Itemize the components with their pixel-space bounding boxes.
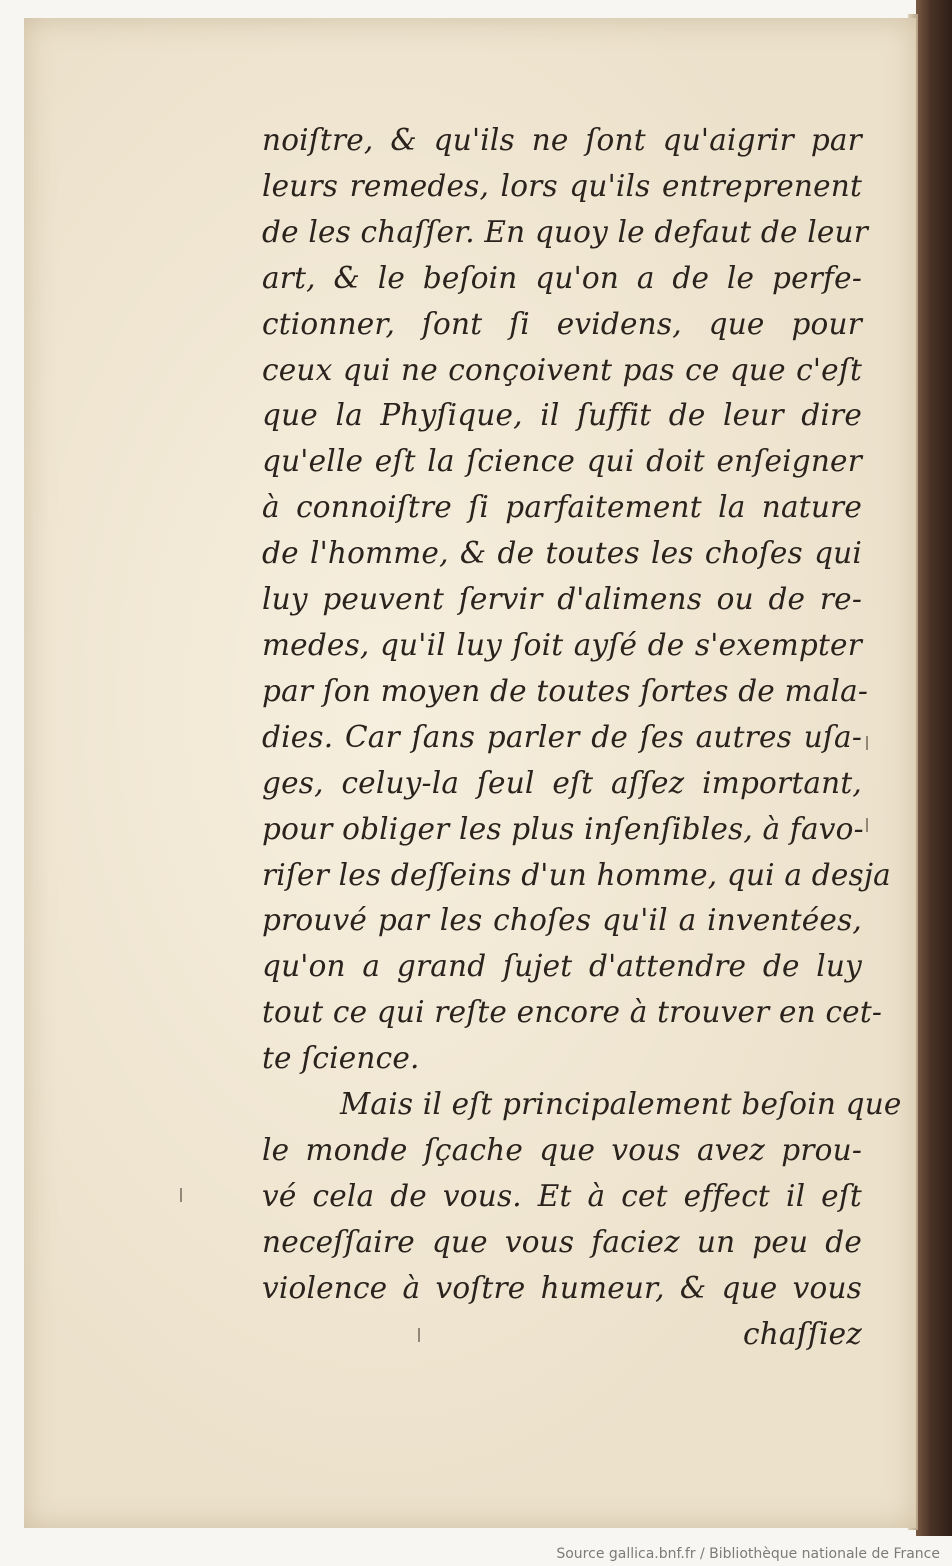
body-text [262,118,902,1357]
text-line: tout ce qui reſte encore à trouver en cet- [262,995,883,1030]
text-line: neceſſaire que vous faciez un peu de [262,1224,862,1259]
text-line: medes, qu'il luy ſoit ayſé de s'exempter [262,627,862,662]
paragraph-end-line: te ſcience. [262,1041,420,1076]
text-line: art, & le beſoin qu'on a de le perfe- [262,260,862,295]
margin-mark [866,736,868,750]
text-line: qu'elle eſt la ſcience qui doit enſeigner [262,444,862,479]
paragraph-start-line: Mais il eſt principalement beſoin que [340,1087,902,1122]
text-line: dies. Car ſans parler de ſes autres uſa- [262,719,862,754]
text-line: à connoiſtre ſi parfaitement la nature [262,490,862,525]
text-line: ceux qui ne conçoivent pas ce que c'eſt [262,352,862,387]
text-line: luy peuvent ſervir d'alimens ou de re- [262,582,862,617]
catchword: chaſſiez [743,1316,862,1351]
text-line: le monde ſçache que vous avez prou- [262,1132,862,1167]
text-line: ges, celuy-la ſeul eſt aſſez important, [262,765,862,800]
text-line: qu'on a grand ſujet d'attendre de luy [262,949,862,984]
book-binding [916,0,952,1536]
text-line: riſer les deſſeins d'un homme, qui a desja [262,857,891,892]
text-line: que la Phyſique, il ſuffit de leur dire [262,398,862,433]
margin-mark [180,1188,182,1202]
text-line: leurs remedes, lors qu'ils entreprenent [262,168,862,203]
text-line: ctionner, ſont ſi evidens, que pour [262,306,862,341]
text-line: de les chaſſer. En quoy le defaut de leur [262,214,869,249]
text-line: pour obliger les plus inſenſibles, à favo- [262,811,864,846]
text-line: de l'homme, & de toutes les choſes qui [262,536,862,571]
text-line: vé cela de vous. Et à cet effect il eſt [262,1178,862,1213]
margin-mark [866,818,868,832]
source-attribution: Source gallica.bnf.fr / Bibliothèque nationale de France [556,1546,940,1562]
text-line: par ſon moyen de toutes ſortes de mala- [262,673,869,708]
text-line: noiſtre, & qu'ils ne ſont qu'aigrir par [262,123,862,157]
text-line: prouvé par les choſes qu'il a inventées, [262,903,862,938]
text-line: violence à voſtre humeur, & que vous [262,1270,862,1305]
